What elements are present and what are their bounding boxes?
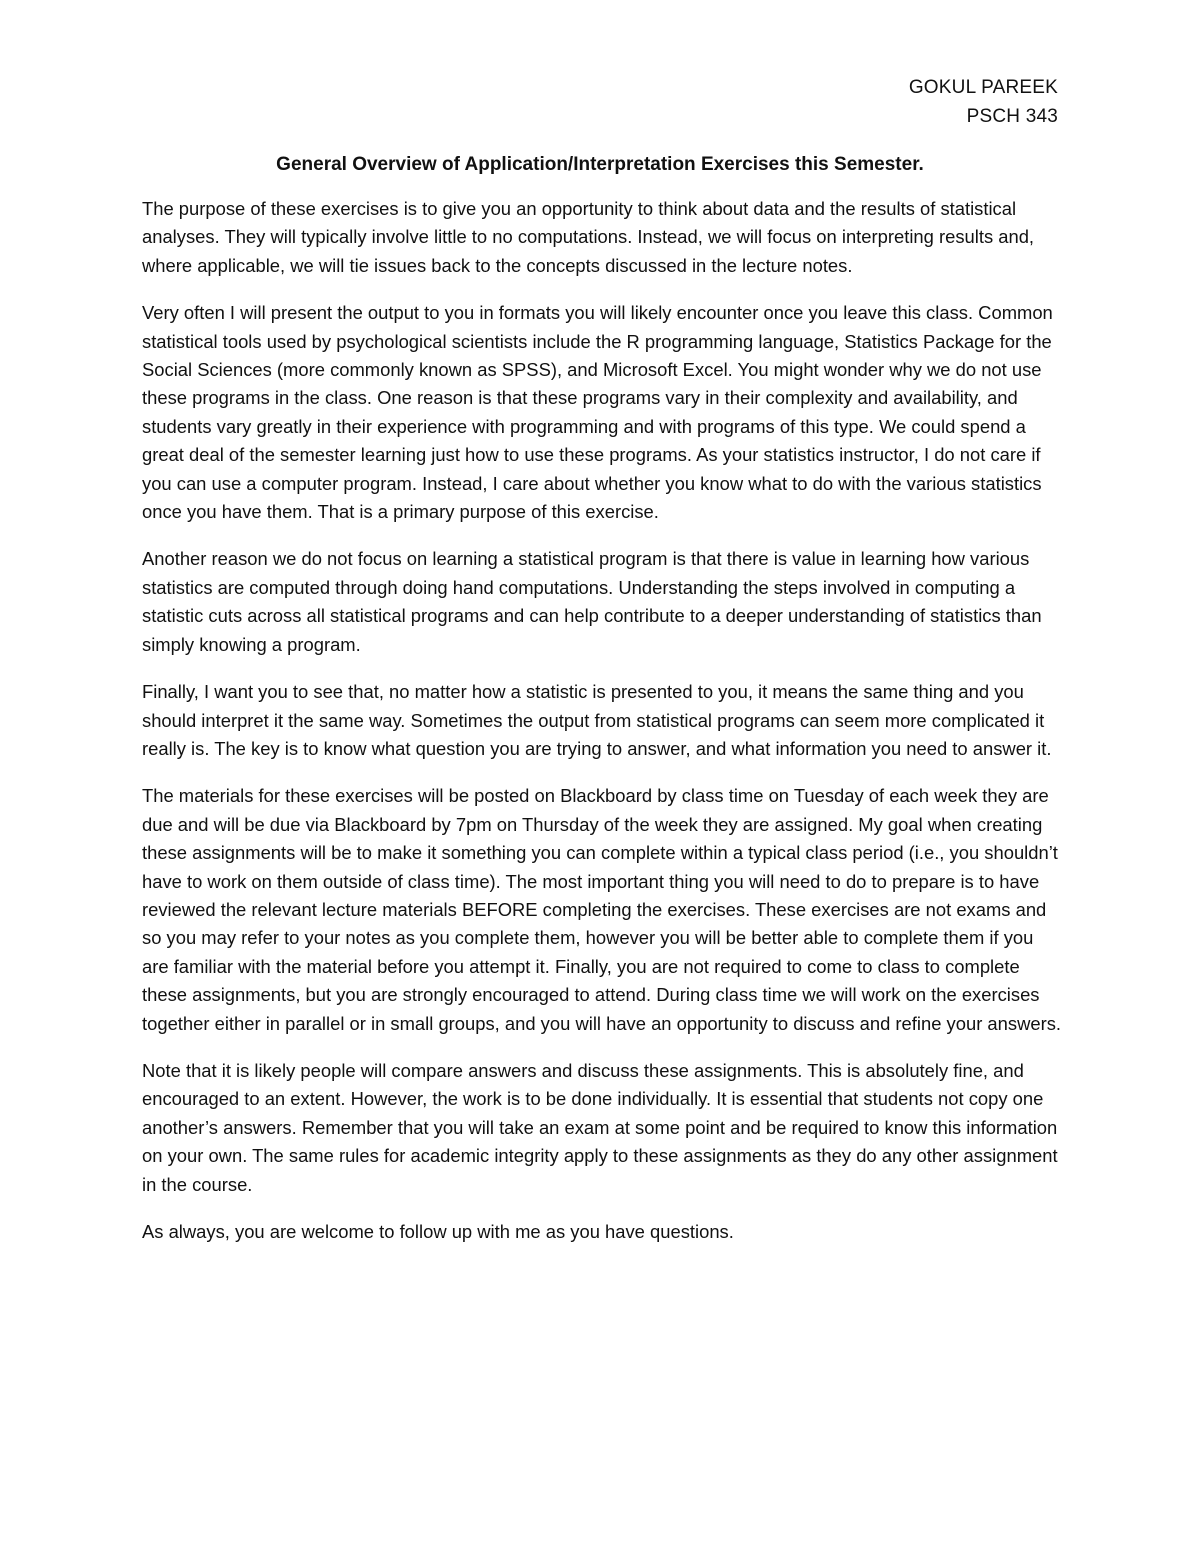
paragraph-logistics: The materials for these exercises will be posted on Blackboard by class time on Tuesday of each week they are due and will be due via Blackboard by 7pm on Thursday of the week they are assigned. My goal when creating these assignments will be to make it something you can complete within a typical class period (i.e., you shouldn’t have to work on them outside of class time). The most important thing you will need to do to prepare is to have reviewed the relevant lecture materials BEFORE completing the exercises. These exercises are not exams and so you may refer to your notes as you complete them, however you will be better able to complete them if you are familiar with the material before you attempt it. Finally, you are not required to come to class to complete these assignments, but you are strongly encouraged to attend. During class time we will work on the exercises together either in parallel or in small groups, and you will have an opportunity to discuss and refine your answers. (142, 785, 1062, 1034)
paragraph-closing: As always, you are welcome to follow up with me as you have questions. (142, 1221, 734, 1242)
paragraph-hand-computations: Another reason we do not focus on learning a statistical program is that there is value in learning how various statistics are computed through doing hand computations. Understanding the steps involved in computing a statistic cuts across all statistical programs and can help contribute to a deeper understanding of statistics than simply knowing a program. (142, 548, 1042, 655)
paragraph-academic-integrity: Note that it is likely people will compare answers and discuss these assignments. This is absolutely fine, and encouraged to an extent. However, the work is to be done individually. It is essential that students not copy one another’s answers. Remember that you will take an exam at some point and be required to know this information on your own. The same rules for academic integrity apply to these assignments as they do any other assignment in the course. (142, 1059, 1058, 1195)
course-code: PSCH 343 (966, 106, 1058, 127)
author-name: GOKUL PAREEK (908, 77, 1058, 98)
header-block (909, 73, 1058, 131)
document-body (142, 195, 1062, 1265)
paragraph-output-formats: Very often I will present the output to you in formats you will likely encounter once you leave this class. Common statistical tools used by psychological scientists include the R programming language, Statistics Package for the Social Sciences (more commonly known as SPSS), and Microsoft Excel. You might wonder why we do not use these programs in the class. One reason is that these programs vary in their complexity and availability, and students vary greatly in their experience with programming and with programs of this type. We could spend a great deal of the semester learning just how to use these programs. As your statistics instructor, I do not care if you can use a computer program. Instead, I care about whether you know what to do with the various statistics once you have them. That is a primary purpose of this exercise. (142, 302, 1053, 523)
paragraph-interpretation: Finally, I want you to see that, no matter how a statistic is presented to you, it means the same thing and you should interpret it the same way. Sometimes the output from statistical programs can seem more complicated it really is. The key is to know what question you are trying to answer, and what information you need to answer it. (142, 681, 1052, 759)
document-title: General Overview of Application/Interpretation Exercises this Semester. (276, 154, 924, 175)
paragraph-purpose: The purpose of these exercises is to give you an opportunity to think about data and the results of statistical analyses. They will typically involve little to no computations. Instead, we will focus on interpreting results and, where applicable, we will tie issues back to the concepts discussed in the lecture notes. (142, 198, 1035, 276)
